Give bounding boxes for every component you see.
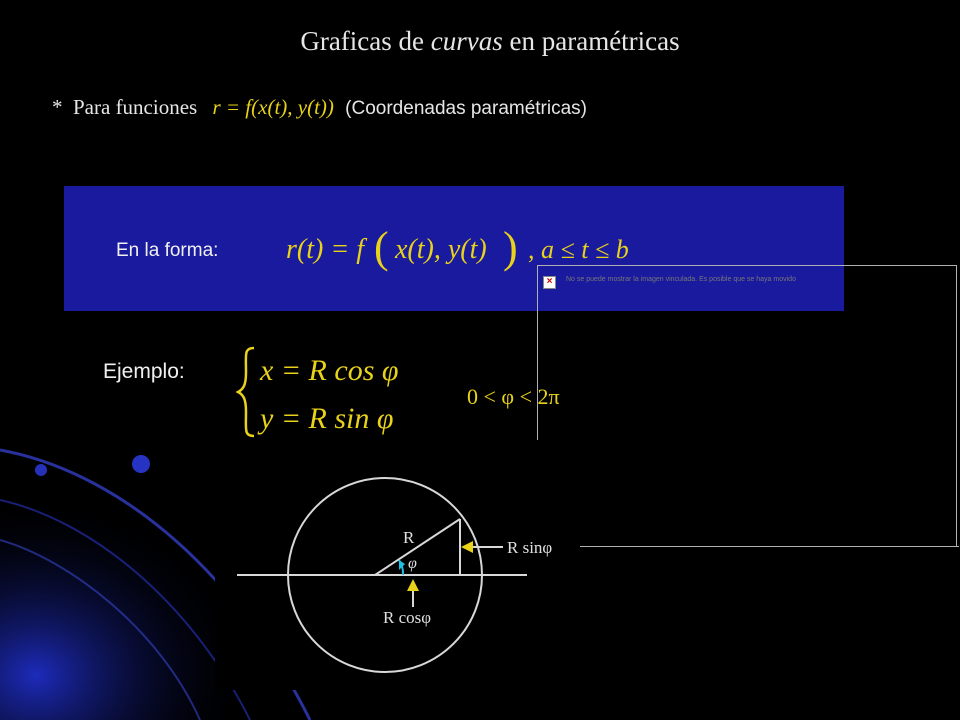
eq-condition: , a ≤ t ≤ b [528, 235, 629, 264]
subtitle-text: Para funciones [73, 95, 198, 119]
example-system [236, 342, 436, 442]
title-text-1: Graficas de [300, 26, 431, 56]
subtitle-line [52, 95, 587, 120]
bullet: * [52, 95, 63, 119]
brace-icon [238, 348, 254, 436]
broken-image-icon: × [543, 276, 556, 289]
radius-label: R [403, 528, 415, 547]
sin-label: R sinφ [507, 538, 553, 557]
circle-diagram [215, 464, 585, 694]
eq-paren-close: ) [503, 223, 518, 272]
cos-arrow-icon [407, 579, 419, 591]
example-label: Ejemplo: [103, 360, 185, 383]
slide-title [0, 26, 960, 57]
angle-label: φ [408, 555, 417, 572]
angle-range: 0 < φ < 2π [467, 384, 560, 409]
eq-x: x = R cos φ [260, 354, 399, 387]
sin-arrow-icon [461, 541, 473, 553]
broken-image-frame [537, 265, 957, 547]
radius-line [375, 519, 460, 575]
title-italic: curvas [430, 26, 503, 56]
eq-paren-open: ( [374, 223, 389, 272]
broken-image-frame-bottom [580, 546, 959, 547]
eq-y: y = R sin φ [260, 402, 394, 435]
cos-label: R cosφ [383, 608, 432, 627]
subtitle-formula: r = f(x(t), y(t)) [212, 95, 334, 119]
subtitle-note: (Coordenadas paramétricas) [345, 98, 588, 119]
title-text-2: en paramétricas [502, 26, 680, 56]
definition-label: En la forma: [116, 240, 219, 261]
broken-image-text: No se puede mostrar la imagen vinculada. Es posible que se haya movido [566, 276, 796, 283]
eq-args: x(t), y(t) [395, 234, 487, 265]
eq-lhs: r(t) = f [286, 234, 364, 265]
